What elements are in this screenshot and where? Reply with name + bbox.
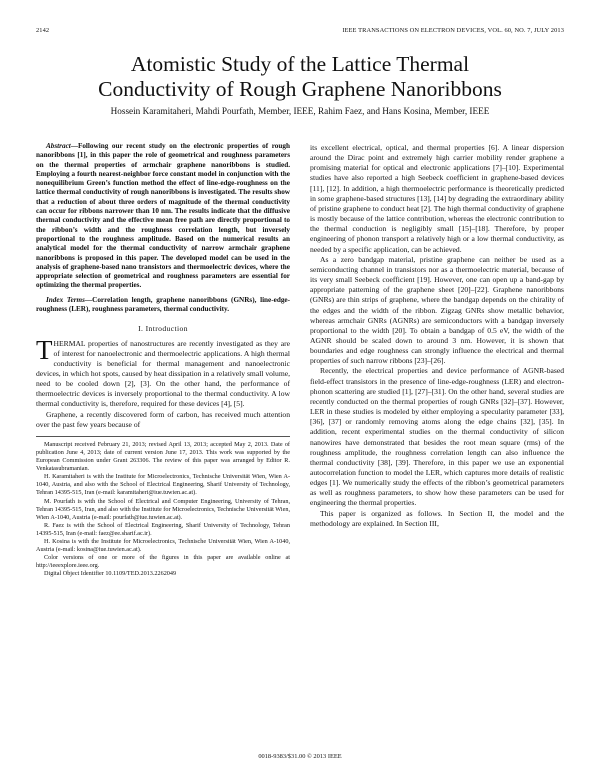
section-heading-introduction: I. Introduction [138,324,188,334]
index-terms-label: Index Terms [46,295,85,304]
abstract-label: Abstract [46,142,71,150]
footnote: Digital Object Identifier 10.1109/TED.2013.2262049 [44,570,177,578]
body-paragraph: This paper is organized as follows. In Section II, the model and the methodology are explained. In Section III, [310,508,564,528]
body-paragraph: As a zero bandgap material, pristine graphene can neither be used as a semiconducting channel in transistors nor as a thermoelectric material, because of its very small Seebeck coefficient [19]. However, one can open up a band-gap by appropriate patterning of the graphene sheet [20]–[22]. Graphene nanoribbons (GNRs) are thin strips of graphene, where the bandgap depends on the chirality of the edges and the width of the ribbon. Zigzag GNRs show metallic behavior, whereas armchair GNRs (AGNRs) are semiconductors with a bandgap inversely proportional to the width [20]. To obtain a bandgap of 0.5 eV, the width of the AGNR should be scaled down to around 3 nm. However, it is shown that boundaries and edge roughness can strongly influence the electrical and thermal properties of such narrow ribbons [23]–[26]. [310,254,564,366]
body-paragraph: Recently, the electrical properties and device performance of AGNR-based field-effect transistors in the presence of line-edge-roughness (LER) and electron-phonon scattering are studied [1], [27]–[31]. On the other hand, several studies are recently conducted on the thermal properties of rough GNRs [32]–[37]. However, LER in these studies is modeled by either employing a specularity parameter [33], [36], [37] or randomly removing atoms along the edge chains [32], [35]. In addition, recent experimental studies on the thermal conductivity of silicon nanowires have demonstrated that besides the root mean square (rms) of the roughness amplitude, the roughness correlation length can also influence the thermal conductivity [38], [39]. Therefore, in this paper we use an exponential autocorrelation function to model the LER, which captures more details of realistic edges [1]. We numerically study the effects of the ribbon’s geometrical parameters as well as roughness parameters, to show how these parameters can be used for engineering the thermal properties. [310,366,564,508]
footnote: H. Karamitaheri is with the Institute for Microelectronics, Technische Universität Wien, Wien A-1040, Austria, and also with the School of Electrical Engineering, Sharif University of Technology, Tehran 14395-515, Iran (e-mail: karamitaheri@iue.tuwien.ac.at). [36,473,290,497]
body-paragraph: its excellent electrical, optical, and thermal properties [6]. A linear dispersion around the Dirac point and extremely high carrier mobility render graphene a promising material for optical and electronic applications [7]–[10]. Experimental studies have also reported a high Seebeck coefficient in graphene-based devices [11], [12]. In addition, a high thermoelectric performance is theoretically predicted in some graphene-based structures [13], [14] by degrading the extraordinary ability of pristine graphene to conduct heat [2]. The high thermal conductivity of graphene is mostly because of the lattice contribution, whereas the electronic contribution to the thermal conduction is negligibly small [15]–[18]. Therefore, by proper engineering of phonon transport a relatively high or a low thermal conductivity, as needed by a specific application, can be achieved. [310,143,564,254]
footnote: H. Kosina is with the Institute for Microelectronics, Technische Universität Wien, Wien A-1040, Austria (e-mail: kosina@iue.tuwien.ac.at). [36,538,290,554]
title-line-2: Conductivity of Rough Graphene Nanoribbons [98,77,502,101]
footnote: Color versions of one or more of the figures in this paper are available online at http://ieeexplore.ieee.org. [36,554,290,570]
paper-title [40,52,560,102]
abstract [36,142,290,291]
footnotes [36,436,290,579]
title-line-1: Atomistic Study of the Lattice Thermal [130,52,470,76]
running-header [36,27,564,37]
journal-header: IEEE TRANSACTIONS ON ELECTRON DEVICES, VOL. 60, NO. 7, JULY 2013 [342,27,564,34]
body-paragraph: THERMAL properties of nanostructures are recently investigated as they are of interest for nanoelectronic and thermoelectric applications. A high thermal conductivity is beneficial for thermal management and nanoelectronic devices, in which hot spots, caused by heat dissipation in a relatively small volume, need to be cooled down [2], [3]. On the other hand, the performance of thermoelectric devices is inversely proportional to the thermal conductivity. A low thermal conductivity is, therefore, required for these devices [4], [5]. [36,334,290,409]
copyright-footer: 0018-9383/$31.00 © 2013 IEEE [258,753,342,760]
abstract-text: —Following our recent study on the electronic properties of rough nanoribbons [1], in this paper the role of geometrical and roughness parameters on the thermal properties of armchair graphene nanoribbons is studied. Employing a fourth nearest-neighbor force constant model in conjunction with the nonequilibrium Green’s function method the effect of line-edge-roughness on the lattice thermal conductivity of rough nanoribbons is investigated. The results show that a reduction of about three orders of magnitude of the thermal conductivity can occur for ribbons narrower than 10 nm. The results indicate that the diffusive thermal conductivity and the effective mean free path are directly proportional to the ribbon’s width and the roughness correlation length, but inversely proportional to the roughness amplitude. Based on the numerical results an analytical model for the thermal conductivity of narrow armchair graphene nanoribbons is proposed in this paper. The developed model can be used in the analysis of graphene-based nano transistors and thermoelectric devices, where the appropriate selection of geometrical and roughness parameters are essential for optimizing the thermal properties. [36,142,290,290]
footnote: M. Pourfath is with the School of Electrical and Computer Engineering, University of Tehran, Tehran 14395-515, Iran, and also with the Institute for Microelectronics, Technische Universität Wien, Wien A-1040, Austria (e-mail: pourfath@iue.tuwien.ac.at). [36,497,290,521]
left-column [36,142,290,579]
author-list: Hossein Karamitaheri, Mahdi Pourfath, Member, IEEE, Rahim Faez, and Hans Kosina, Member, IEEE [110,106,490,116]
right-column [310,143,564,529]
footnote: R. Faez is with the School of Electrical Engineering, Sharif University of Technology, Tehran 14395-515, Iran (e-mail: faez@ee.sharif.ac.ir). [36,521,290,537]
footnote: Manuscript received February 21, 2013; revised April 13, 2013; accepted May 2, 2013. Date of publication June 4, 2013; date of current version June 17, 2013. This work was supported by the European Commission under Grant 263306. The review of this paper was arranged by Editor R. Venkatasubramanian. [36,440,290,473]
index-terms [36,296,290,315]
page-number: 2142 [36,27,50,34]
body-paragraph: Graphene, a recently discovered form of carbon, has received much attention over the past few years because of [36,409,290,429]
index-terms-text: —Correlation length, graphene nanoribbons (GNRs), line-edge-roughness (LER), roughness parameters, thermal conductivity. [36,295,291,314]
